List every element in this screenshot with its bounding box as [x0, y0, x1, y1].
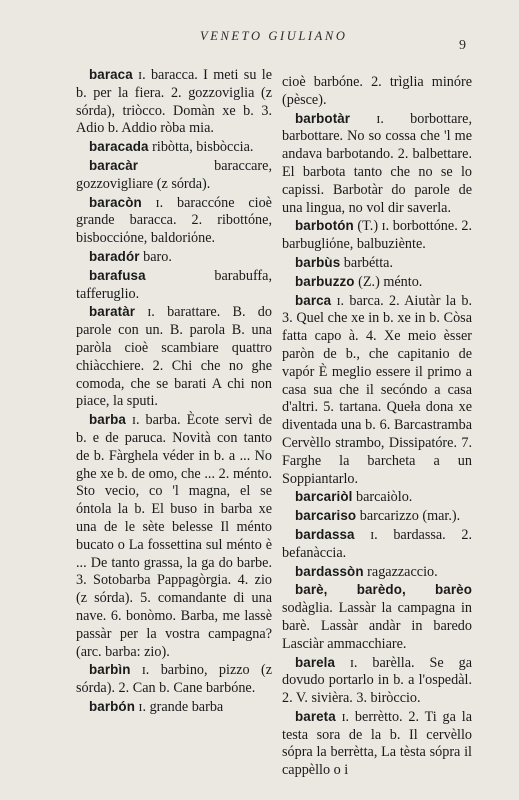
- dictionary-entry: [282, 526, 472, 563]
- entry-headword: barè, barèdo, barèo: [295, 582, 472, 598]
- dictionary-entry: [282, 217, 472, 254]
- dictionary-entry: [282, 581, 472, 653]
- right-column: [282, 74, 472, 780]
- entry-headword: bardassa: [295, 526, 355, 542]
- page-number: 9: [459, 38, 466, 53]
- entry-headword: barba: [89, 412, 126, 428]
- entry-headword: bareta: [295, 708, 336, 724]
- entry-definition: ɪ. grande barba: [134, 698, 224, 715]
- entry-headword: barela: [295, 654, 336, 670]
- dictionary-entry: [282, 273, 472, 292]
- entry-definition: barabuffa, tafferuglio.: [76, 267, 272, 302]
- entry-headword: baraca: [89, 67, 133, 82]
- dictionary-entry: [76, 194, 272, 248]
- entry-headword: barbotón: [295, 218, 354, 234]
- entry-definition: sodàglia. Lassàr la campagna in barè. Lassàr andàr in baredo Lasciàr ammacchiare.: [282, 600, 472, 652]
- entry-definition: baraccare, gozzovigliare (z sórda).: [76, 157, 272, 192]
- left-column: [76, 66, 272, 717]
- entry-headword: bardassòn: [295, 563, 364, 579]
- page-header: [0, 29, 519, 53]
- dictionary-entry: [282, 708, 472, 780]
- entry-definition: ɪ. barattare. B. do parole con un. B. parola B. una paròla cioè scambiare quattro chiàcchiere. 2. Chi che no ghe comoda, che se barati A chi non piace, la sputi.: [76, 304, 272, 410]
- dictionary-entry: [282, 654, 472, 708]
- dictionary-entry: [76, 267, 272, 304]
- dictionary-entry: [282, 110, 472, 218]
- dictionary-entry: [282, 74, 472, 110]
- entry-headword: barcariso: [295, 508, 357, 524]
- dictionary-entry: [282, 292, 472, 489]
- entry-definition: barcarizzo (mar.).: [356, 508, 461, 525]
- dictionary-entry: [76, 66, 272, 138]
- entry-definition: ɪ. barba. Ècote servì de b. e de paruca. Novità con tanto de b. Fàrghela véder in b. a ... No ghe xe b. de omo, che ... 2. ménto. Sto vecio, co 'l magna, el se óntola la b. El buso in barba xe una de le sète belesse Il ménto bucato o La fossettina sul ménto è ... De tanto grassa, la ga do barbe. 3. Sotobarba Pappagòrgia. 4. zio (z sórda). 5. comandante di una nave. 6. bonòmo. Barba, me lassè passàr per la vostra campagna? (arc. barba: zio).: [76, 412, 272, 660]
- entry-headword: barbotàr: [295, 110, 351, 126]
- entry-headword: baracòn: [89, 194, 142, 210]
- dictionary-entry: [76, 661, 272, 698]
- dictionary-entry: [282, 507, 472, 526]
- entry-headword: barcariòl: [295, 489, 353, 505]
- entry-definition: ɪ. borbottare, barbottare. No so cossa che 'l me andava barbotando. 2. balbettare. El barbota tanto che no se lo capissi. Barbotàr do parole de una lingua, no vol dir saverla.: [282, 110, 472, 216]
- entry-definition: ɪ. bardassa. 2. befanàccia.: [282, 526, 472, 561]
- entry-headword: baracada: [89, 139, 149, 155]
- dictionary-entry: [76, 411, 272, 661]
- entry-headword: barafusa: [89, 267, 146, 283]
- entry-definition: ɪ. baracca. I meti su le b. per la fiera. 2. gozzoviglia (z sórda), triòcco. Domàn xe b. 3. Adio b. Addio ròba mia.: [76, 67, 272, 137]
- dictionary-entry: [282, 254, 472, 273]
- entry-headword: barca: [295, 292, 332, 308]
- entry-definition: (T.) ɪ. borbottóne. 2. barbugliόne, balbuziènte.: [282, 218, 472, 253]
- entry-headword: barbùs: [295, 254, 341, 270]
- entry-definition: ɪ. berrètto. 2. Ti ga la testa sora de la b. Il cervèllo sópra la berrètta, La tèsta sópra il cappèllo o i: [282, 708, 472, 779]
- entry-definition: barcaiòlo.: [352, 489, 413, 506]
- entry-definition: ribòtta, bisbòccia.: [148, 139, 254, 156]
- entry-headword: barbuzzo: [295, 273, 355, 289]
- entry-headword: barbìn: [89, 662, 131, 678]
- dictionary-entry: [282, 563, 472, 582]
- dictionary-entry: [76, 303, 272, 411]
- entry-definition: barbétta.: [340, 254, 394, 271]
- dictionary-entry: [76, 138, 272, 157]
- dictionary-entry: [76, 248, 272, 267]
- entry-headword: baratàr: [89, 304, 136, 320]
- entry-definition: baro.: [139, 248, 172, 265]
- entry-definition: ɪ. barbino, pizzo (z sórda). 2. Can b. Cane barbóne.: [76, 662, 272, 697]
- entry-definition: ɪ. baraccóne cioè grande baracca. 2. ribottóne, bisbocciόne, baldoriόne.: [76, 194, 272, 247]
- dictionary-entry: [76, 698, 272, 717]
- entry-definition: (Z.) ménto.: [354, 273, 423, 290]
- entry-definition: ɪ. barèlla. Se ga dovudo portarlo in b. a l'ospedàl. 2. V. sivièra. 3. biròccio.: [282, 654, 472, 707]
- entry-headword: baracàr: [89, 157, 139, 173]
- entry-definition: ragazzaccio.: [363, 563, 438, 580]
- entry-definition: cioè barbóne. 2. trìglia minóre (pèsce).: [282, 74, 472, 108]
- running-head: VENETO GIULIANO: [200, 29, 348, 43]
- entry-headword: barbón: [89, 698, 135, 714]
- dictionary-entry: [76, 157, 272, 194]
- entry-definition: ɪ. barca. 2. Aiutàr la b. 3. Quel che xe in b. xe in b. Còsa fatta capo à. 4. Xe meio èsser paròn de b., che capitanio de vapór È meglio essere il primo a casa sua che il secóndo a casa d'altri. 5. tartana. Queła dona xe diventada una b. 6. Barcastramba Cervèllo strambo, Dissipatóre. 7. Farghe la barcheta a un Soppiantarlo.: [282, 292, 472, 487]
- dictionary-entry: [282, 488, 472, 507]
- entry-headword: baradór: [89, 248, 140, 264]
